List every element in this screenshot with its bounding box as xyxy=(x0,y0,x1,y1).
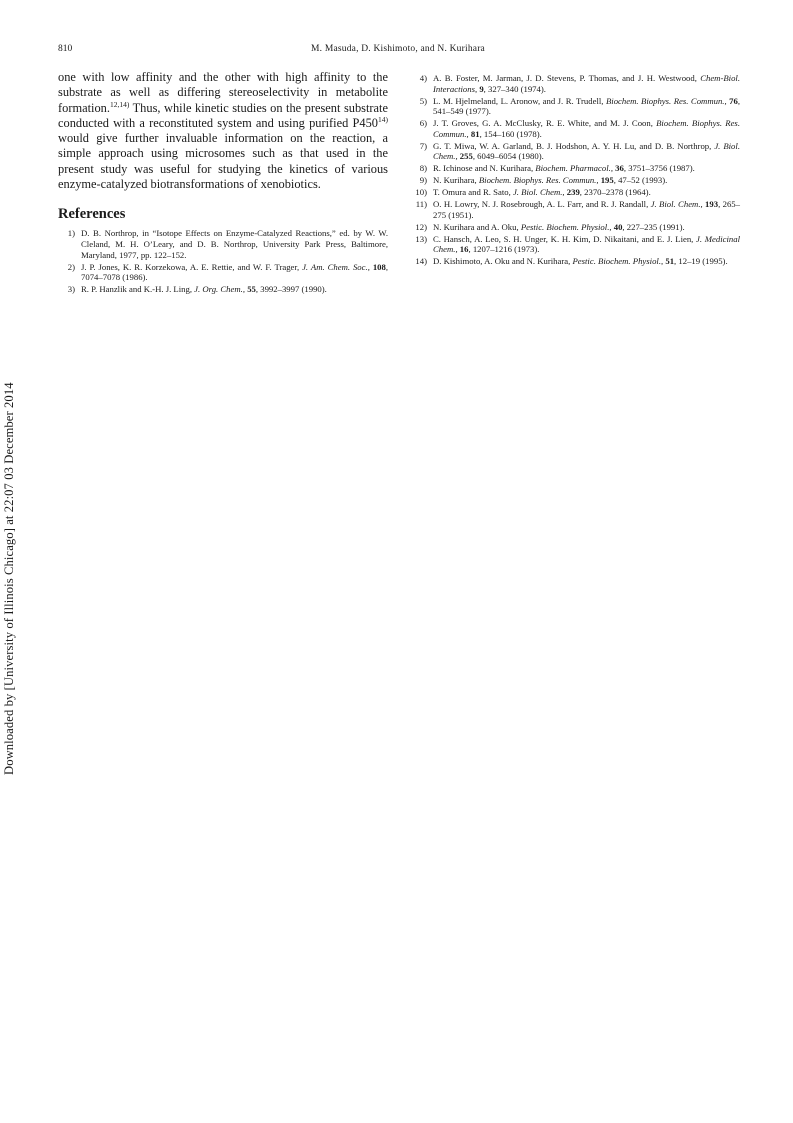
left-column xyxy=(58,70,388,296)
reference-item: 7) G. T. Miwa, W. A. Garland, B. J. Hodshon, A. Y. H. Lu, and D. B. Northrop, J. Biol. Chem., 255, 6049–6054 (1980). xyxy=(410,141,740,162)
reference-number: 3) xyxy=(67,284,75,295)
download-watermark: Downloaded by [University of Illinois Chicago] at 22:07 03 December 2014 xyxy=(2,382,16,775)
reference-number: 11) xyxy=(415,199,427,210)
reference-item: 6) J. T. Groves, G. A. McClusky, R. E. White, and M. J. Coon, Biochem. Biophys. Res. Commun., 81, 154–160 (1978). xyxy=(410,118,740,139)
citation-14: 14) xyxy=(378,114,388,124)
reference-number: 4) xyxy=(419,73,427,83)
reference-number: 2) xyxy=(67,261,75,272)
reference-item: 5) L. M. Hjelmeland, L. Aronow, and J. R. Trudell, Biochem. Biophys. Res. Commun., 76, 541–549 (1977). xyxy=(410,96,740,117)
running-head: M. Masuda, D. Kishimoto, and N. Kurihara xyxy=(311,44,485,54)
reference-number: 12) xyxy=(415,221,427,232)
reference-item: 10) T. Omura and R. Sato, J. Biol. Chem., 239, 2370–2378 (1964). xyxy=(410,187,740,198)
reference-item: 1) D. B. Northrop, in “Isotope Effects on Enzyme-Catalyzed Reactions,” ed. by W. W. Cleland, M. H. O’Leary, and D. B. Northrop, University Park Press, Baltimore, Maryland, 1977, pp. 122–152. xyxy=(58,228,388,260)
reference-item: 13) C. Hansch, A. Leo, S. H. Unger, K. H. Kim, D. Nikaitani, and E. J. Lien, J. Medicinal Chem., 16, 1207–1216 (1973). xyxy=(410,234,740,255)
reference-number: 1) xyxy=(67,228,75,239)
reference-number: 5) xyxy=(419,95,427,106)
reference-item: 9) N. Kurihara, Biochem. Biophys. Res. Commun., 195, 47–52 (1993). xyxy=(410,175,740,186)
reference-item: 2) J. P. Jones, K. R. Korzekowa, A. E. Rettie, and W. F. Trager, J. Am. Chem. Soc., 108, 7074–7078 (1986). xyxy=(58,262,388,283)
reference-number: 9) xyxy=(419,175,427,186)
reference-item: 12) N. Kurihara and A. Oku, Pestic. Biochem. Physiol., 40, 227–235 (1991). xyxy=(410,222,740,233)
reference-number: 10) xyxy=(415,187,427,198)
page-number: 810 xyxy=(58,44,73,54)
right-column xyxy=(410,73,740,268)
page-header xyxy=(58,44,738,58)
reference-item: 8) R. Ichinose and N. Kurihara, Biochem. Pharmacol., 36, 3751–3756 (1987). xyxy=(410,163,740,174)
citation-12-14: 12,14) xyxy=(109,99,130,109)
reference-item: 14) D. Kishimoto, A. Oku and N. Kurihara, Pestic. Biochem. Physiol., 51, 12–19 (1995). xyxy=(410,256,740,267)
reference-item: 4) A. B. Foster, M. Jarman, J. D. Stevens, P. Thomas, and J. H. Westwood, Chem-Biol. Interactions, 9, 327–340 (1974). xyxy=(410,73,740,94)
body-paragraph: one with low affinity and the other with high affinity to the substrate as well as differing stereoselectivity in metabolite formation.$^{12,14)}$ Thus, while kinetic studies on the present substrate conducted with a reconstituted system and using purified P450$^{14)}$ would give further invaluable information on the reaction, a simple approach using microsomes such as that used in the present study was useful for studying the kinetics of various enzyme-catalyzed biotransformations of xenobiotics. xyxy=(58,70,388,192)
reference-number: 8) xyxy=(419,163,427,174)
reference-number: 7) xyxy=(419,140,427,151)
reference-number: 13) xyxy=(415,233,427,244)
reference-item: 3) R. P. Hanzlik and K.-H. J. Ling, J. Org. Chem., 55, 3992–3997 (1990). xyxy=(58,284,388,295)
reference-number: 6) xyxy=(419,118,427,129)
references-heading: References xyxy=(58,206,126,223)
reference-item: 11) O. H. Lowry, N. J. Rosebrough, A. L. Farr, and R. J. Randall, J. Biol. Chem., 193, 265–275 (1951). xyxy=(410,199,740,220)
reference-number: 14) xyxy=(415,256,427,267)
